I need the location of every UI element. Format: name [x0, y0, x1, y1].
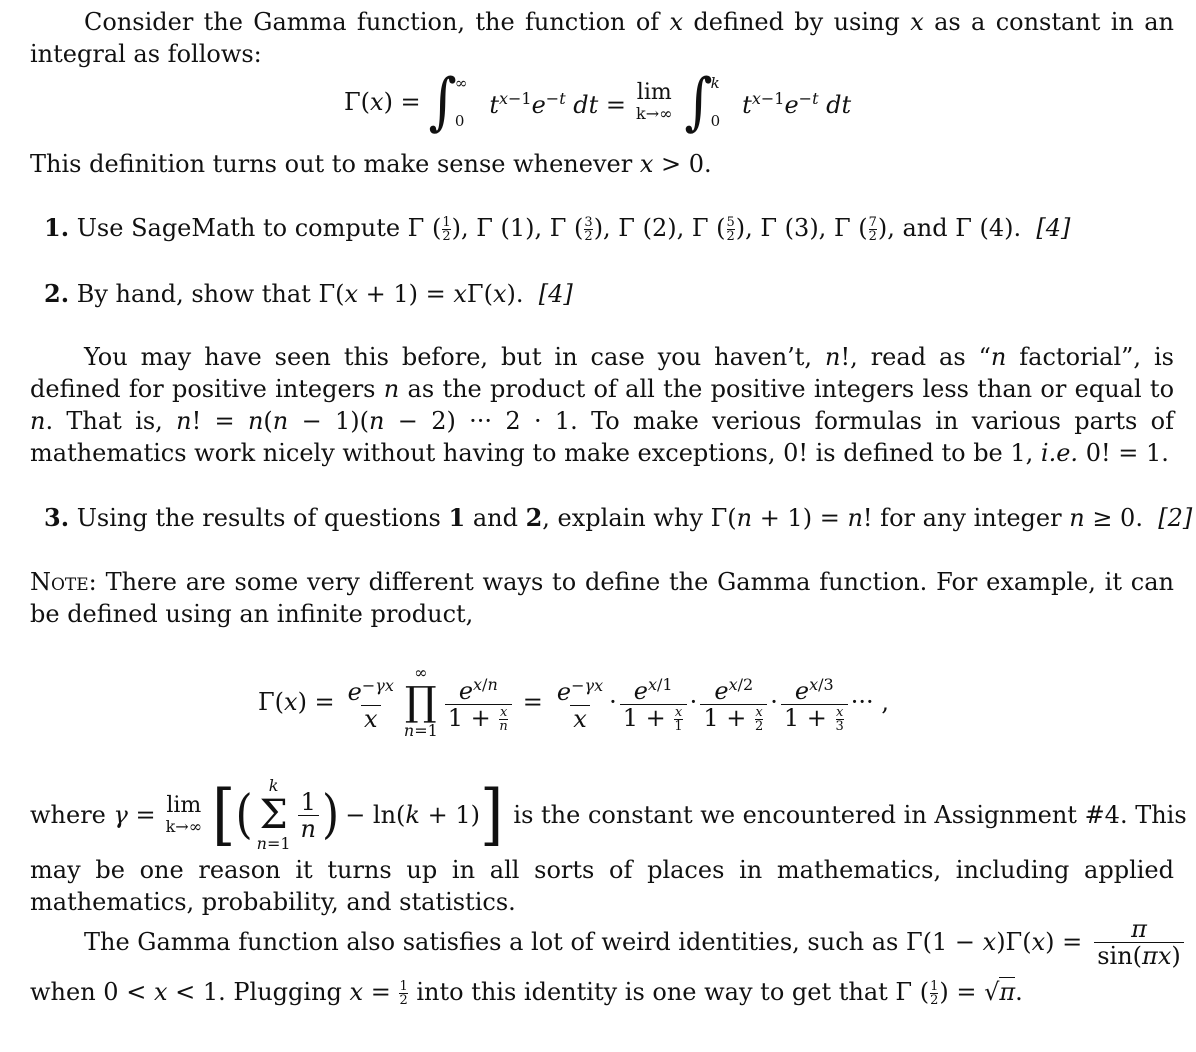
note-paragraph: Note: There are some very different ways to define the Gamma function. For example, it can be defined using an infinite product, — [30, 568, 1174, 628]
gamma-integral-definition: Γ(x) = ∫ ∞ 0 $t^{x-1}e^{-t}$ dt = lim k→∞ ∫ k 0 $t^{x-1}e^{-t}$ dt — [344, 65, 852, 138]
note-label: Note: — [30, 568, 97, 596]
reflection-identity-continuation: when 0 < x < 1. Plugging x = $\frac{1}{2}$ into this identity is one way to get that Γ ( $\frac{1}{2}$ ) = √π. — [30, 978, 1023, 1008]
reflection-identity-line: The Gamma function also satisfies a lot of weird identities, such as Γ(1 − x)Γ(x) = $\frac{\pi}{\sin(\pi x)}$ — [84, 916, 1187, 968]
definition-note: This definition turns out to make sense whenever x > 0. — [30, 150, 712, 178]
question-1: 1. Use SageMath to compute Γ ( $\frac{1}{2}$ ), Γ (1), Γ ( $\frac{3}{2}$ ), Γ (2), Γ ( $\frac{5}{2}$ ), Γ (3), Γ ( $\frac{7}{2}$ ), and Γ (4). [4] — [44, 213, 1071, 244]
question-2-points: [4] — [531, 280, 573, 308]
question-3-points: [2] — [1150, 504, 1193, 532]
question-2-number: 2. — [44, 279, 70, 308]
question-3-number: 3. — [44, 503, 70, 532]
gamma-constant-continuation: may be one reason it turns up in all sorts of places in mathematics, including applied mathematics, probability, and statistics. — [30, 856, 1174, 916]
gamma-constant-line: where γ = lim k→∞ [ ( k Σ n=1 $\frac{1}{n}$ ) − ln(k + 1) ] is the constant we encountered in Assignment #4. This — [30, 776, 1187, 854]
infinite-product-formula: Γ(x) = $\frac{e^{-\gamma x}}{x}$ ∞ ∏ n=1 $e^{x/n}$ 1 + $\frac{x}{n}$ = $\frac{e^{-\gamma x}}{x}$ · $e^{x/1}$ 1 + $\frac{x}{1}$ · $e^{x/2}$ 1 + $\frac{x}{2}$ · $e^{x/3}$ 1 + $\frac{x}{3}$ ··· , — [258, 663, 889, 740]
intro-text: Consider the Gamma function, the function of x defined by using x as a constant in an integral as follows: — [30, 8, 1174, 68]
question-3: 3. Using the results of questions 1 and 2, explain why Γ(n + 1) = n! for any integer n ≥ 0. [2] — [44, 503, 1193, 532]
question-2: 2. By hand, show that Γ(x + 1) = xΓ(x). [4] — [44, 279, 573, 308]
question-1-number: 1. — [44, 213, 70, 242]
question-1-points: [4] — [1028, 214, 1071, 242]
factorial-paragraph: You may have seen this before, but in case you haven’t, n!, read as “n factorial”, is defined for positive integers n as the product of all the positive integers less than or equal to n. That is, n! = n(n − 1)(n − 2) ··· 2 · 1. To make verious formulas in various parts of mathematics work nicely without having to make exceptions, 0! is defined to be 1, i.e. 0! = 1. — [30, 343, 1175, 467]
